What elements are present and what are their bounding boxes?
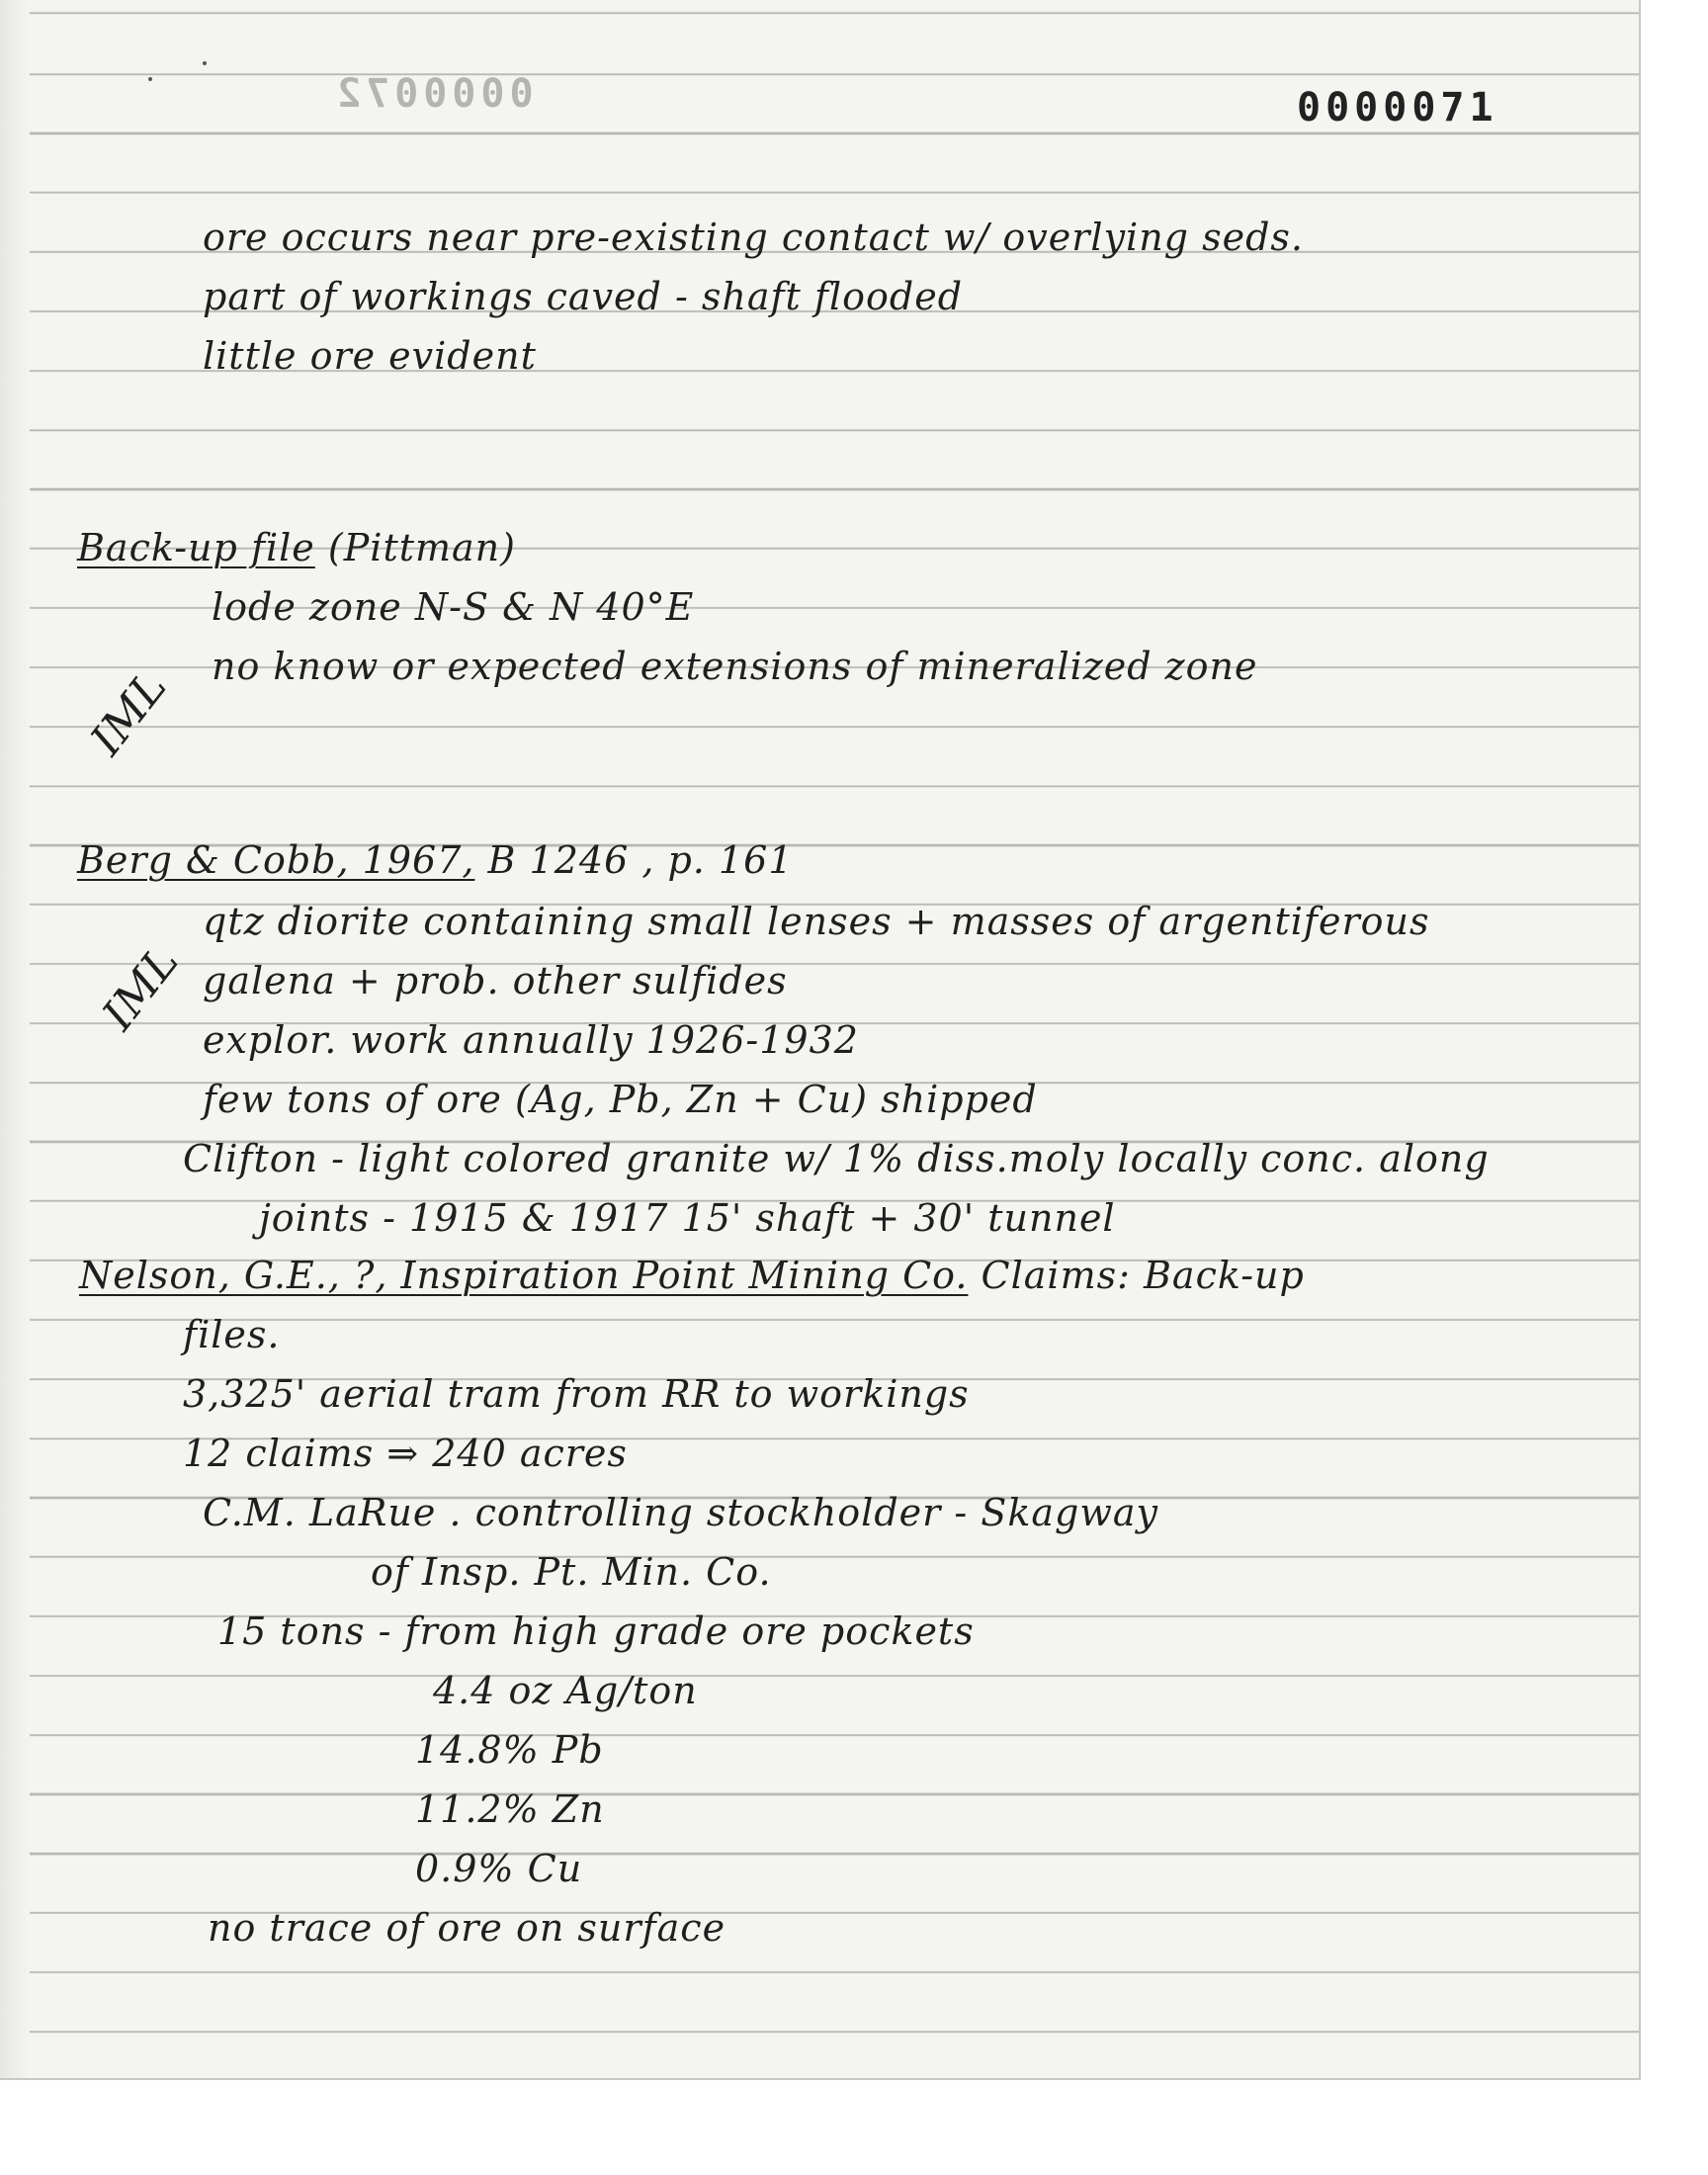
assay-value: 14.8% Pb <box>415 1728 604 1772</box>
note-line: 15 tons - from high grade ore pockets <box>217 1610 975 1653</box>
note-line: 3,325' aerial tram from RR to workings <box>183 1372 970 1416</box>
note-line: 12 claims ⇒ 240 acres <box>183 1432 628 1475</box>
note-line: little ore evident <box>203 334 537 378</box>
section-heading-title: Back-up file <box>77 526 315 569</box>
note-line: files. <box>183 1313 281 1356</box>
note-line: galena + prob. other sulfides <box>203 959 788 1002</box>
margin-initials: IML <box>93 936 189 1040</box>
page-edge-shadow <box>0 0 30 2078</box>
section-heading-source: B 1246 , p. 161 <box>487 838 794 882</box>
section-heading <box>77 526 516 569</box>
section-heading-title: Berg & Cobb, 1967, <box>77 838 475 882</box>
note-line: of Insp. Pt. Min. Co. <box>371 1550 772 1594</box>
note-line: no trace of ore on surface <box>208 1906 726 1950</box>
note-line: Clifton - light colored granite w/ 1% diss.moly locally conc. along <box>183 1137 1490 1180</box>
ink-speck <box>203 61 207 65</box>
section-heading <box>77 838 794 882</box>
note-line: qtz diorite containing small lenses + masses of argentiferous <box>203 900 1430 943</box>
note-line: joints - 1915 & 1917 15' shaft + 30' tunnel <box>259 1196 1116 1240</box>
section-heading-title: Nelson, G.E., ?, Inspiration Point Mining Co. <box>79 1254 969 1297</box>
section-heading <box>79 1254 1305 1297</box>
ink-speck <box>148 77 152 81</box>
note-line: part of workings caved - shaft flooded <box>203 275 964 318</box>
page-number-stamp: 0000071 <box>1297 85 1498 130</box>
note-line: C.M. LaRue . controlling stockholder - Skagway <box>203 1491 1158 1534</box>
note-line: lode zone N-S & N 40°E <box>212 585 695 629</box>
bleed-through-stamp: 0000072 <box>332 71 534 117</box>
margin-initials: IML <box>81 661 177 765</box>
note-line: no know or expected extensions of mineralized zone <box>212 645 1258 688</box>
assay-value: 11.2% Zn <box>415 1787 605 1831</box>
note-line: explor. work annually 1926-1932 <box>203 1018 859 1062</box>
section-heading-source: Claims: Back-up <box>981 1254 1305 1297</box>
note-line: few tons of ore (Ag, Pb, Zn + Cu) shipped <box>203 1078 1038 1121</box>
section-heading-source: (Pittman) <box>327 526 516 569</box>
note-line: ore occurs near pre-existing contact w/ overlying seds. <box>203 216 1304 259</box>
assay-value: 4.4 oz Ag/ton <box>433 1669 698 1712</box>
assay-value: 0.9% Cu <box>415 1847 583 1890</box>
